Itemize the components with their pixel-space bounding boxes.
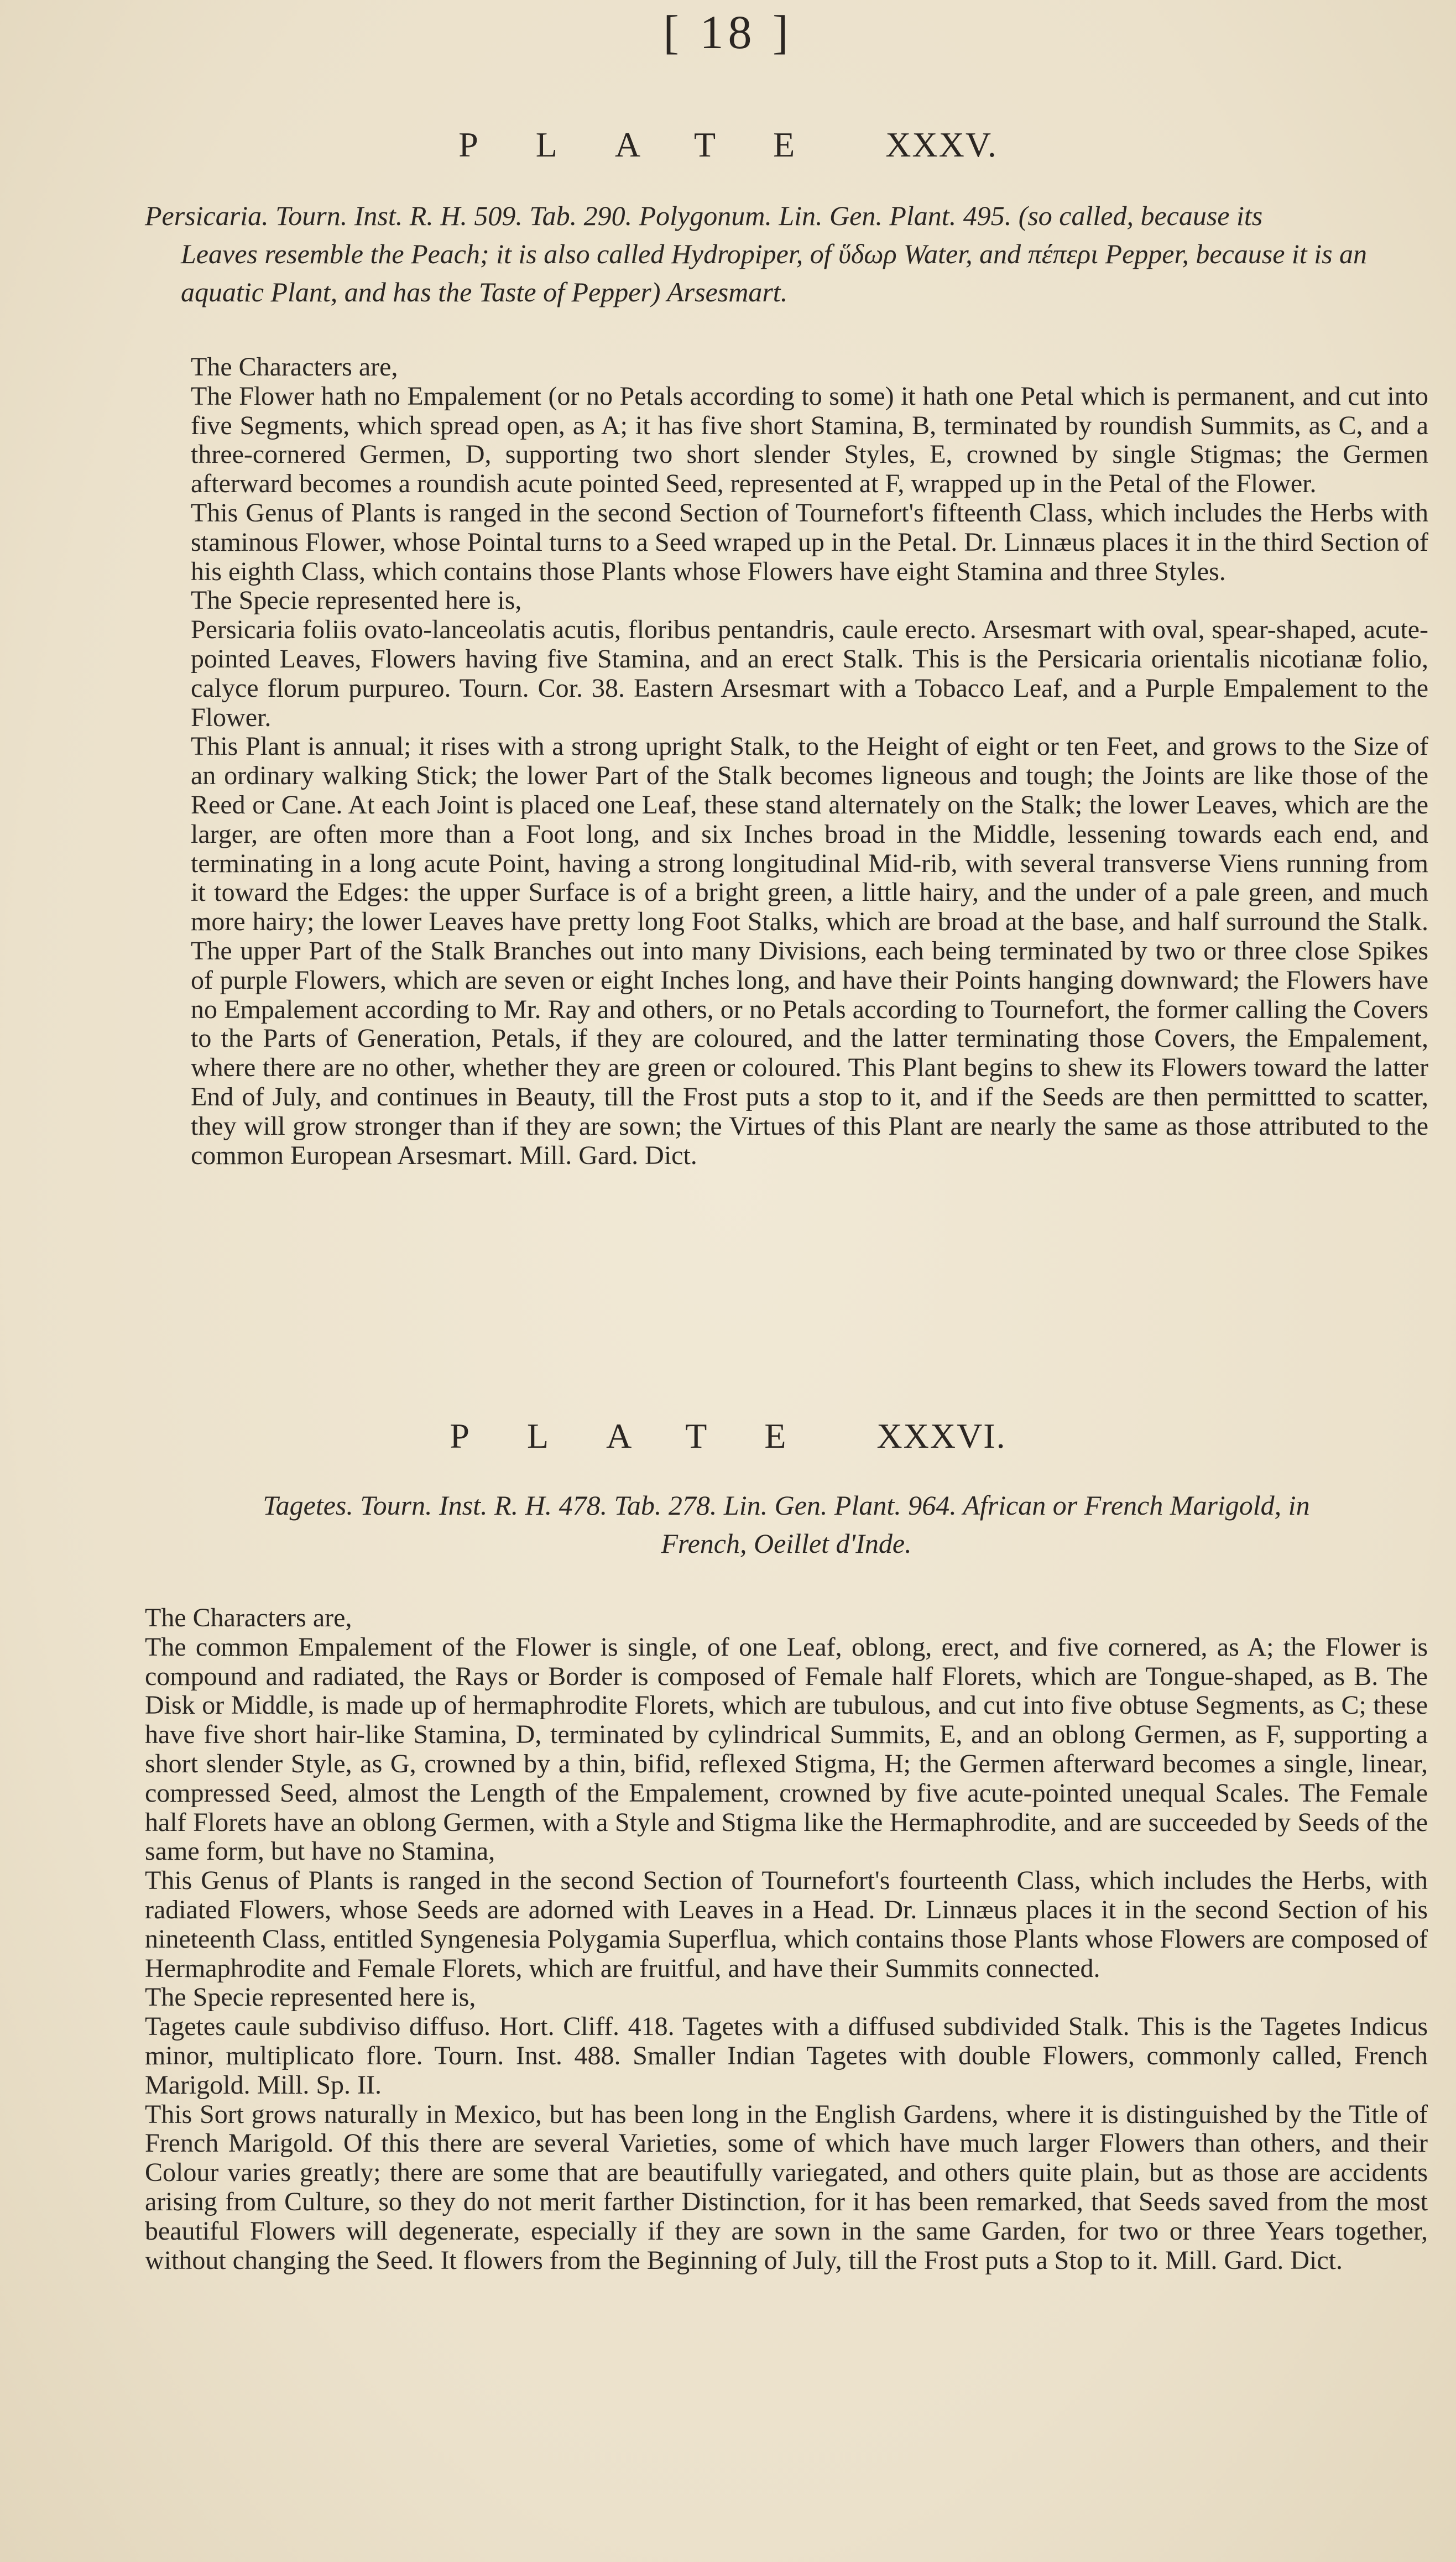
plate-35-paragraph: This Genus of Plants is ranged in the second Section of Tournefort's fifteenth Class, which includes the Herbs with staminous Flower, whose Pointal turns to a Seed wraped up in the Petal. Dr. Linnæus places it in the third Section of his eighth Class, which contains those Plants whose Flowers have eight Stamina and three Styles. (191, 498, 1428, 586)
plate-36-paragraph: This Genus of Plants is ranged in the second Section of Tournefort's fourteenth Class, which includes the Herbs, with radiated Flowers, whose Seeds are adorned with Leaves in a Head. Dr. Linnæus places it in the second Section of his nineteenth Class, entitled Syngenesia Polygamia Superflua, which contains those Plants whose Flowers are composed of Hermaphrodite and Female Florets, which are fruitful, and have their Summits connected. (145, 1866, 1428, 1983)
plate-35-title (0, 124, 1456, 165)
plate-35-heading (145, 197, 1428, 311)
plate-36-heading-line-2: French, Oeillet d'Inde. (661, 1528, 912, 1559)
plate-36-title-word: PLATE (450, 1416, 844, 1455)
plate-36-heading-line-1: Tagetes. Tourn. Inst. R. H. 478. Tab. 278. Lin. Gen. Plant. 964. African or French Marigold, in (263, 1490, 1310, 1521)
plate-36-paragraph: The Specie represented here is, (145, 1982, 476, 2012)
plate-35-body (191, 353, 1428, 1170)
plate-36-paragraph: Tagetes caule subdiviso diffuso. Hort. Cliff. 418. Tagetes with a diffused subdivided Stalk. This is the Tagetes Indicus minor, multiplicato flore. Tourn. Inst. 488. Smaller Indian Tagetes with double Flowers, commonly called, French Marigold. Mill. Sp. II. (145, 2012, 1428, 2100)
plate-35-paragraph: This Plant is annual; it rises with a strong upright Stalk, to the Height of eight or ten Feet, and grows to the Size of an ordinary walking Stick; the lower Part of the Stalk becomes ligneous and tough; the Joints are like those of the Reed or Cane. At each Joint is placed one Leaf, these stand alternately on the Stalk; the lower Leaves, which are the larger, are often more than a Foot long, and six Inches broad in the Middle, lessening towards each end, and terminating in a long acute Point, having a strong longitudinal Mid-rib, with several transverse Viens running from it toward the Edges: the upper Surface is of a bright green, a little hairy, and the under of a pale green, and much more hairy; the lower Leaves have pretty long Foot Stalks, which are broad at the base, and half surround the Stalk. The upper Part of the Stalk Branches out into many Divisions, each being terminated by two or three close Spikes of purple Flowers, which are seven or eight Inches long, and have their Points hanging downward; the Flowers have no Empalement according to Mr. Ray and others, or no Petals according to Tournefort, the former calling the Covers to the Parts of Generation, Petals, if they are coloured, and the latter terminating those Covers, the Empalement, where there are no other, whether they are green or coloured. This Plant begins to shew its Flowers toward the latter End of July, and continues in Beauty, till the Frost puts a stop to it, and if the Seeds are then permittted to scatter, they will grow stronger than if they are sown; the Virtues of this Plant are nearly the same as those attributed to the common European Arsesmart. Mill. Gard. Dict. (191, 732, 1428, 1170)
plate-35-paragraph: The Specie represented here is, (191, 586, 522, 615)
plate-36-title-number: XXXVI. (876, 1416, 1006, 1455)
plate-35-paragraph: The Flower hath no Empalement (or no Petals according to some) it hath one Petal which is permanent, and cut into five Segments, which spread open, as A; it has five short Stamina, B, terminated by roundish Summits, as C, and a three-cornered Germen, D, supporting two short slender Styles, E, crowned by single Stigmas; the Germen afterward becomes a roundish acute pointed Seed, represented at F, wrapped up in the Petal of the Flower. (191, 381, 1428, 499)
plate-35-heading-line-2: Leaves resemble the Peach; it is also called Hydropiper, of ὕδωρ Water, and πέπερι Pepper, because it is an (181, 238, 1368, 269)
plate-35-paragraph: The Characters are, (191, 352, 398, 382)
plate-35-heading-line-1: Persicaria. Tourn. Inst. R. H. 509. Tab. 290. Polygonum. Lin. Gen. Plant. 495. (so called, because its (145, 200, 1263, 231)
plate-35-paragraph: Persicaria foliis ovato-lanceolatis acutis, floribus pentandris, caule erecto. Arsesmart with oval, spear-shaped, acute-pointed Leaves, Flowers having five Stamina, and an erect Stalk. This is the Persicaria orientalis nicotianæ folio, calyce florum purpureo. Tourn. Cor. 38. Eastern Arsesmart with a Tobacco Leaf, and a Purple Empalement to the Flower. (191, 615, 1428, 732)
plate-35-title-word: PLATE (458, 125, 853, 164)
plate-36-paragraph: The common Empalement of the Flower is single, of one Leaf, oblong, erect, and five cornered, as A; the Flower is compound and radiated, the Rays or Border is composed of Female half Florets, which are Tongue-shaped, as B. The Disk or Middle, is made up of hermaphrodite Florets, which are tubulous, and cut into five obtuse Segments, as C; these have five short hair-like Stamina, D, terminated by cylindrical Summits, E, and an oblong Germen, as F, supporting a short slender Style, as G, crowned by a thin, bifid, reflexed Stigma, H; the Germen afterward becomes a single, linear, compressed Seed, almost the Length of the Empalement, crowned by five acute-pointed unequal Scales. The Female half Florets have an oblong Germen, with a Style and Stigma like the Hermaphrodite, and are succeeded by Seeds of the same form, but have no Stamina, (145, 1632, 1428, 1866)
page-number: [ 18 ] (663, 6, 793, 59)
plate-36-title (0, 1416, 1456, 1457)
plate-35-title-number: XXXV. (885, 125, 998, 164)
plate-36-body (145, 1604, 1428, 2275)
plate-36-paragraph: The Characters are, (145, 1603, 352, 1632)
plate-35-heading-line-3: aquatic Plant, and has the Taste of Pepper) Arsesmart. (181, 276, 788, 307)
plate-36-paragraph: This Sort grows naturally in Mexico, but has been long in the English Gardens, where it is distinguished by the Title of French Marigold. Of this there are several Varieties, some of which have much larger Flowers than others, and their Colour varies greatly; there are some that are beautifully variegated, and others quite plain, but as those are accidents arising from Culture, so they do not merit farther Distinction, for it has been remarked, that Seeds saved from the most beautiful Flowers will degenerate, especially if they are sown in the same Garden, for two or three Years together, without changing the Seed. It flowers from the Beginning of July, till the Frost puts a Stop to it. Mill. Gard. Dict. (145, 2099, 1428, 2275)
plate-36-heading (145, 1486, 1428, 1563)
